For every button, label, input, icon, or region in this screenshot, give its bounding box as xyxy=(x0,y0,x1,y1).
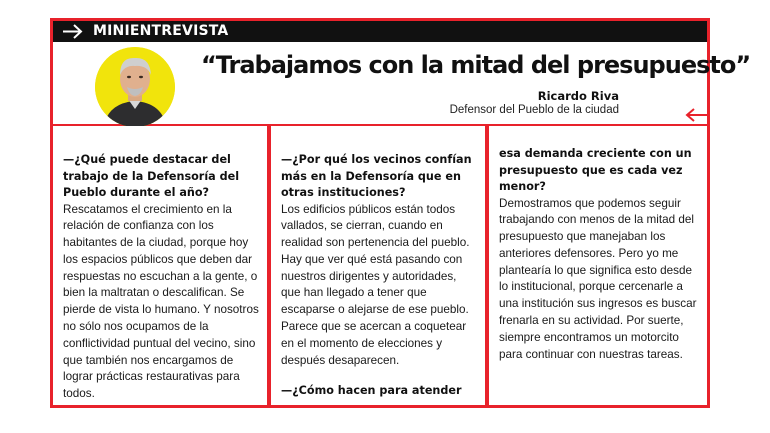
right-arrow-icon xyxy=(61,21,85,42)
author-role: Defensor del Pueblo de la ciudad xyxy=(449,104,619,116)
answer-2: Los edificios públicos están todos vallados, se cierran, cuando en realidad son pertenencia del pueblo. Hay que ver qué está pasando con nuestros dirigentes y autoridades, que han llegado a tener que escaparse o alejarse de ese pueblo. Parece que se acercan a coquetear en el momento de elecciones y después desaparecen. xyxy=(281,202,470,367)
question-1: —¿Qué puede destacar del trabajo de la Defensoría del Pueblo durante el año? xyxy=(63,153,240,199)
question-2: —¿Por qué los vecinos confían más en la Defensoría que en otras instituciones? xyxy=(281,153,472,199)
column-2 xyxy=(271,126,485,405)
author-portrait xyxy=(95,47,175,127)
answer-3: Demostramos que podemos seguir trabajando con menos de la mitad del presupuesto que manejaban los anteriores defensores. Pero yo me plantearía lo que significa esto desde lo institucional, porque cercenarle a una institución sus ingresos es buscar frenarla en su actividad. Por suerte, siempre encontramos un motorcito para continuar con nuestras tareas. xyxy=(499,196,697,361)
author-name: Ricardo Riva xyxy=(537,89,619,103)
left-arrow-icon xyxy=(683,107,709,123)
answer-1: Rescatamos el crecimiento en la relación de confianza con los habitantes de la ciudad, porque hoy los espacios públicos que deben dar respuestas no escuchan a la gente, o bien la maltratan o descalifican. Se pierde de vista lo humano. Y nosotros no sólo nos ocupamos de la conflictividad puntual del vecino, sino que también nos encargamos de lograr prácticas restaurativas para todos. xyxy=(63,202,259,401)
column-3 xyxy=(489,126,707,405)
column-1 xyxy=(53,126,267,405)
section-label: MINIENTREVISTA xyxy=(93,23,229,39)
question-3-end: esa demanda creciente con un presupuesto que es cada vez menor? xyxy=(499,147,692,193)
section-bar xyxy=(53,21,707,42)
interview-box xyxy=(50,18,751,408)
question-3-start: —¿Cómo hacen para atender xyxy=(281,384,462,398)
portrait-photo xyxy=(95,47,175,127)
header-area xyxy=(53,21,751,124)
headline: “Trabajamos con la mitad del presupuesto” xyxy=(201,51,751,79)
